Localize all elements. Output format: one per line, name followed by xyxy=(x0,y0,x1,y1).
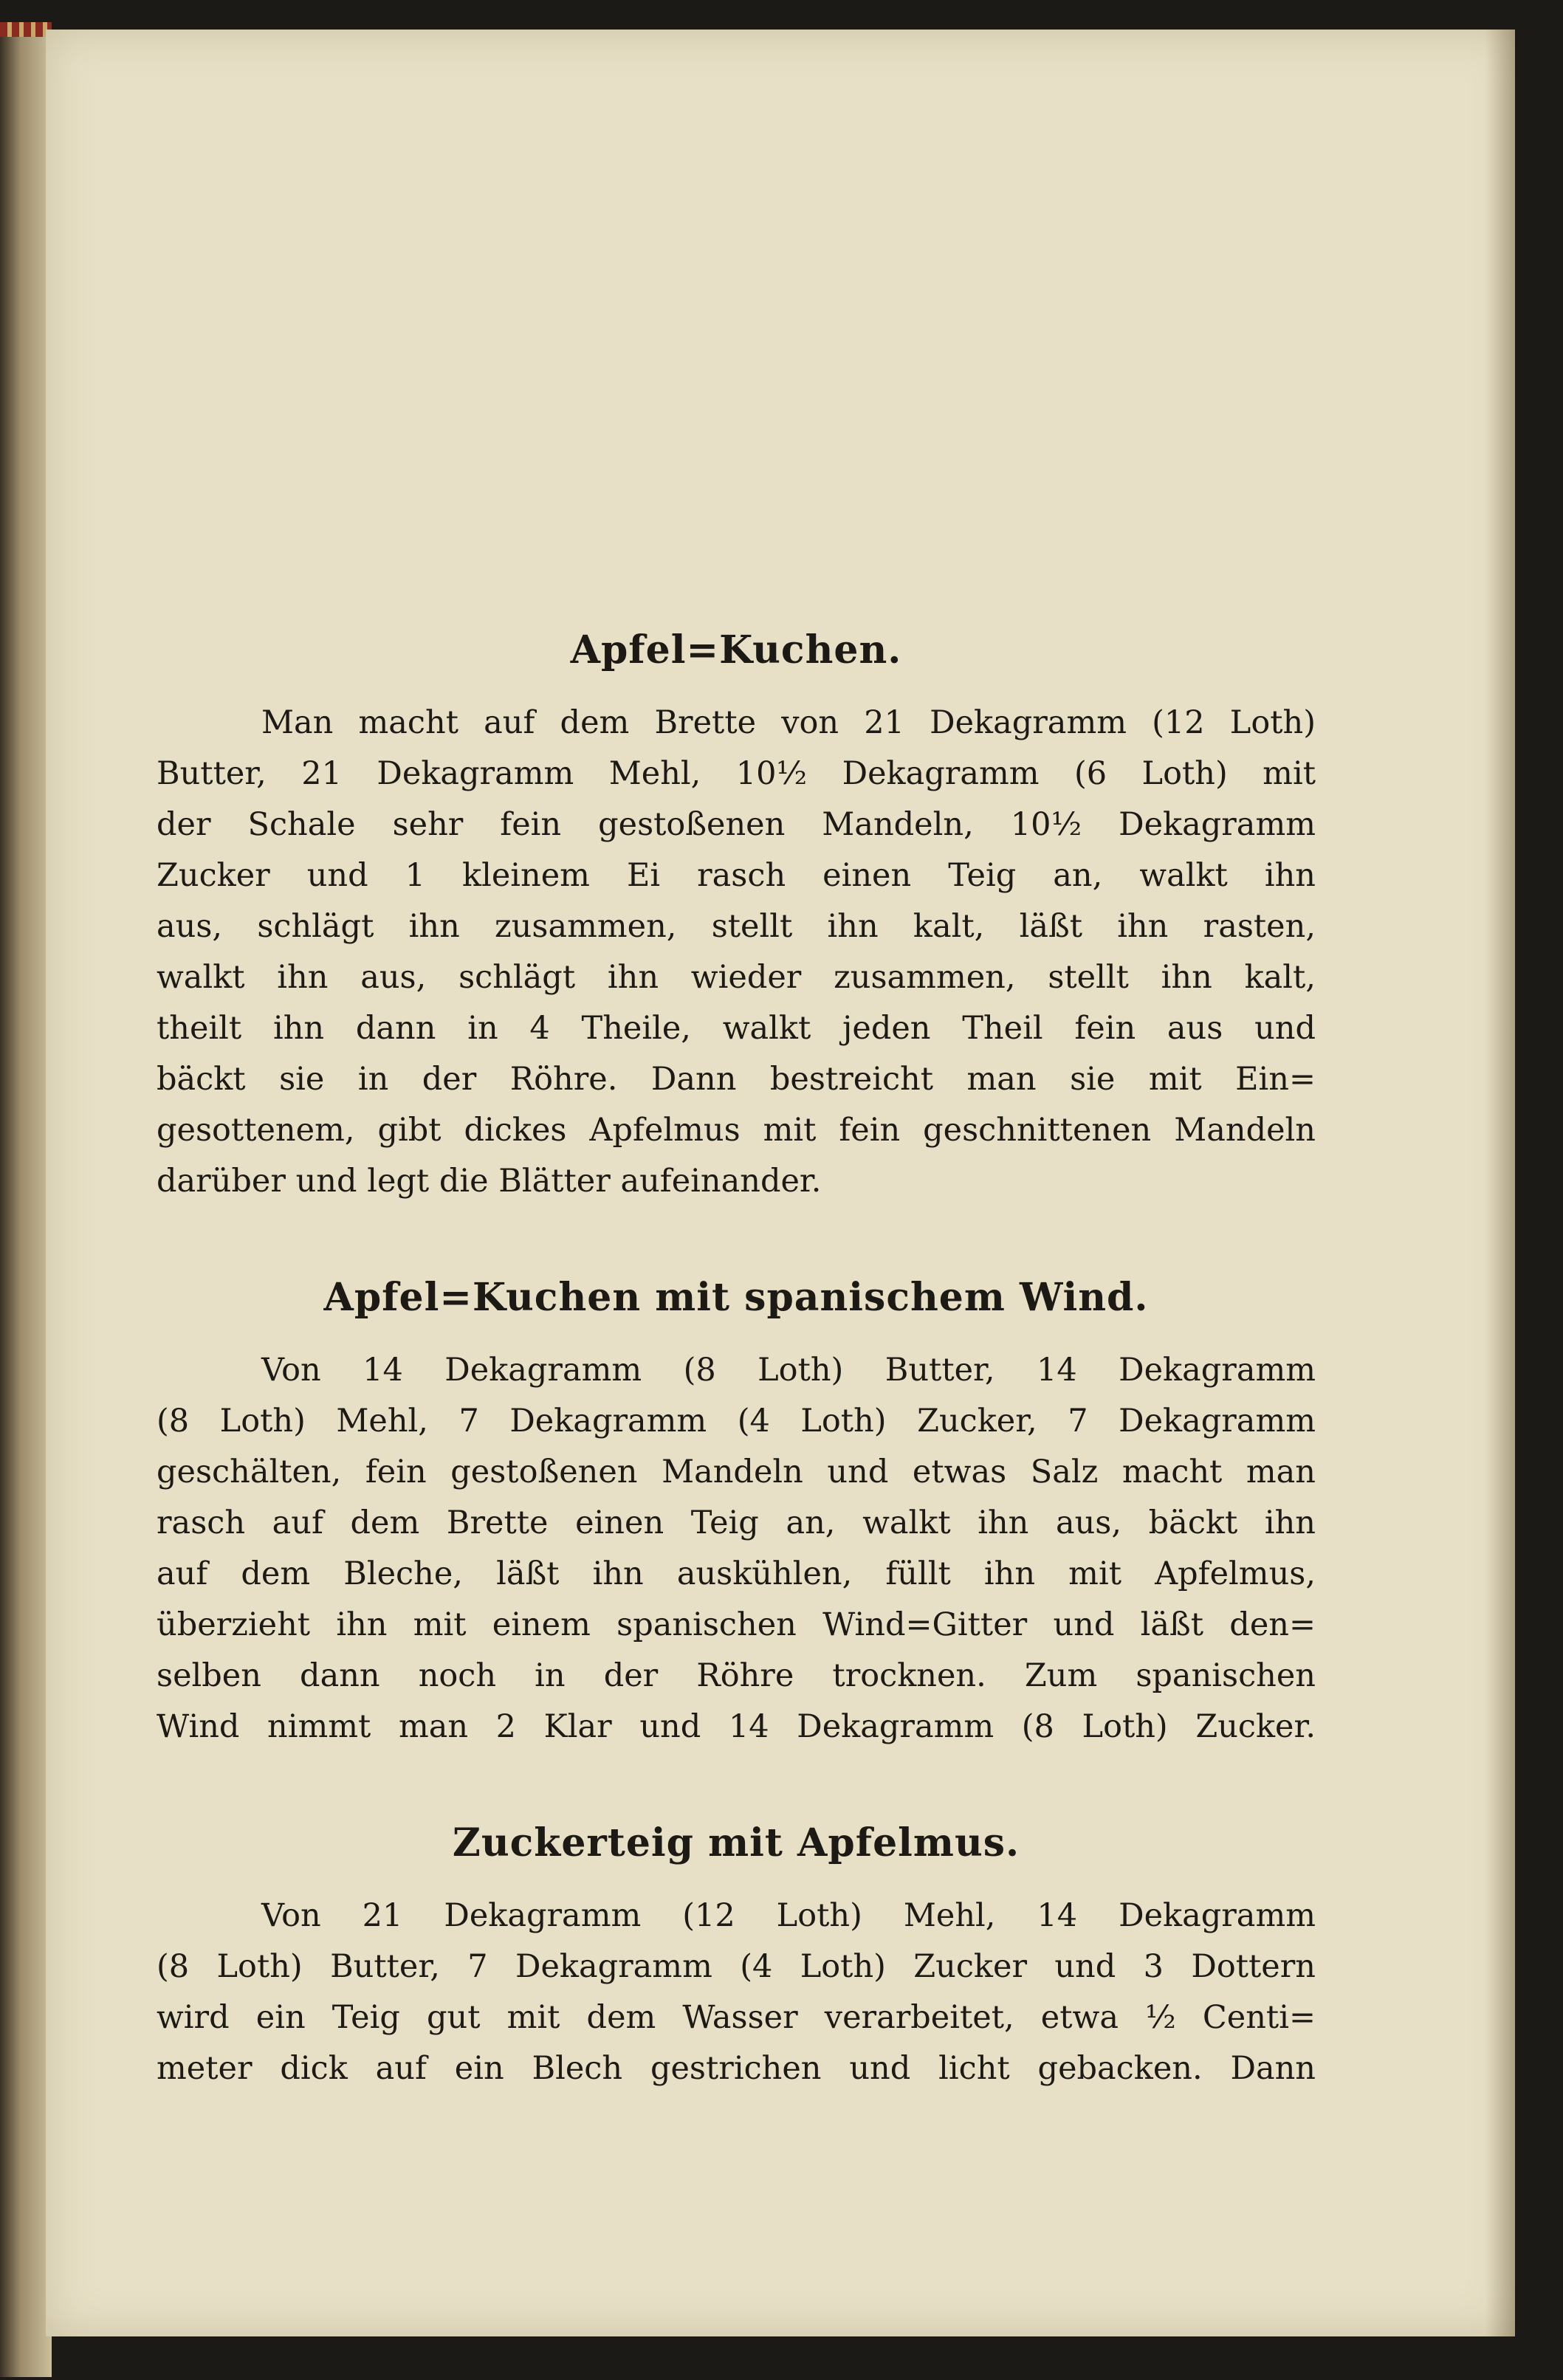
text-line: Butter, 21 Dekagramm Mehl, 10½ Dekagramm (6 Loth) mit xyxy=(157,755,1316,792)
page-edge-shadow xyxy=(1485,30,1515,2336)
text-line: Von 14 Dekagramm (8 Loth) Butter, 14 Dekagramm xyxy=(261,1352,1316,1389)
text-line: walkt ihn aus, schlägt ihn wieder zusammen, stellt ihn kalt, xyxy=(157,959,1316,996)
text-line: Wind nimmt man 2 Klar und 14 Dekagramm (8 Loth) Zucker. xyxy=(157,1708,1316,1745)
left-page-edge xyxy=(0,22,52,2377)
recipe-title: Apfel=Kuchen mit spanischem Wind. xyxy=(323,1275,1149,1320)
text-line: auf dem Bleche, läßt ihn auskühlen, füllt ihn mit Apfelmus, xyxy=(157,1555,1316,1592)
text-line: der Schale sehr fein gestoßenen Mandeln, 10½ Dekagramm xyxy=(157,806,1316,843)
recipe-title: Zuckerteig mit Apfelmus. xyxy=(452,1820,1020,1865)
recipe-title: Apfel=Kuchen. xyxy=(570,627,902,673)
text-line: selben dann noch in der Röhre trocknen. Zum spanischen xyxy=(157,1657,1316,1694)
text-line: theilt ihn dann in 4 Theile, walkt jeden Theil fein aus und xyxy=(157,1010,1316,1047)
text-line: überzieht ihn mit einem spanischen Wind=Gitter und läßt den= xyxy=(157,1606,1316,1643)
text-line: geschälten, fein gestoßenen Mandeln und etwas Salz macht man xyxy=(157,1454,1316,1490)
recipe-apfel-kuchen-spanischer-wind xyxy=(157,1275,1316,1753)
text-line: bäckt sie in der Röhre. Dann bestreicht man sie mit Ein= xyxy=(157,1061,1316,1098)
text-line: darüber und legt die Blätter aufeinander. xyxy=(157,1163,822,1200)
text-line: (8 Loth) Butter, 7 Dekagramm (4 Loth) Zucker und 3 Dottern xyxy=(157,1948,1316,1985)
text-line: (8 Loth) Mehl, 7 Dekagramm (4 Loth) Zucker, 7 Dekagramm xyxy=(157,1403,1316,1440)
text-line: rasch auf dem Brette einen Teig an, walkt ihn aus, bäckt ihn xyxy=(157,1504,1316,1541)
book-page xyxy=(46,30,1515,2336)
recipe-apfel-kuchen xyxy=(157,627,1316,1207)
page-content xyxy=(157,613,1316,2094)
text-line: Zucker und 1 kleinem Ei rasch einen Teig an, walkt ihn xyxy=(157,857,1316,894)
text-line: wird ein Teig gut mit dem Wasser verarbeitet, etwa ½ Centi= xyxy=(157,1999,1316,2036)
text-line: gesottenem, gibt dickes Apfelmus mit fein geschnittenen Mandeln xyxy=(157,1112,1316,1149)
recipe-zuckerteig-mit-apfelmus xyxy=(157,1820,1316,2094)
text-line: Man macht auf dem Brette von 21 Dekagramm (12 Loth) xyxy=(261,704,1316,741)
text-line: Von 21 Dekagramm (12 Loth) Mehl, 14 Dekagramm xyxy=(261,1897,1316,1934)
text-line: meter dick auf ein Blech gestrichen und licht gebacken. Dann xyxy=(157,2050,1316,2087)
text-line: aus, schlägt ihn zusammen, stellt ihn kalt, läßt ihn rasten, xyxy=(157,908,1316,945)
